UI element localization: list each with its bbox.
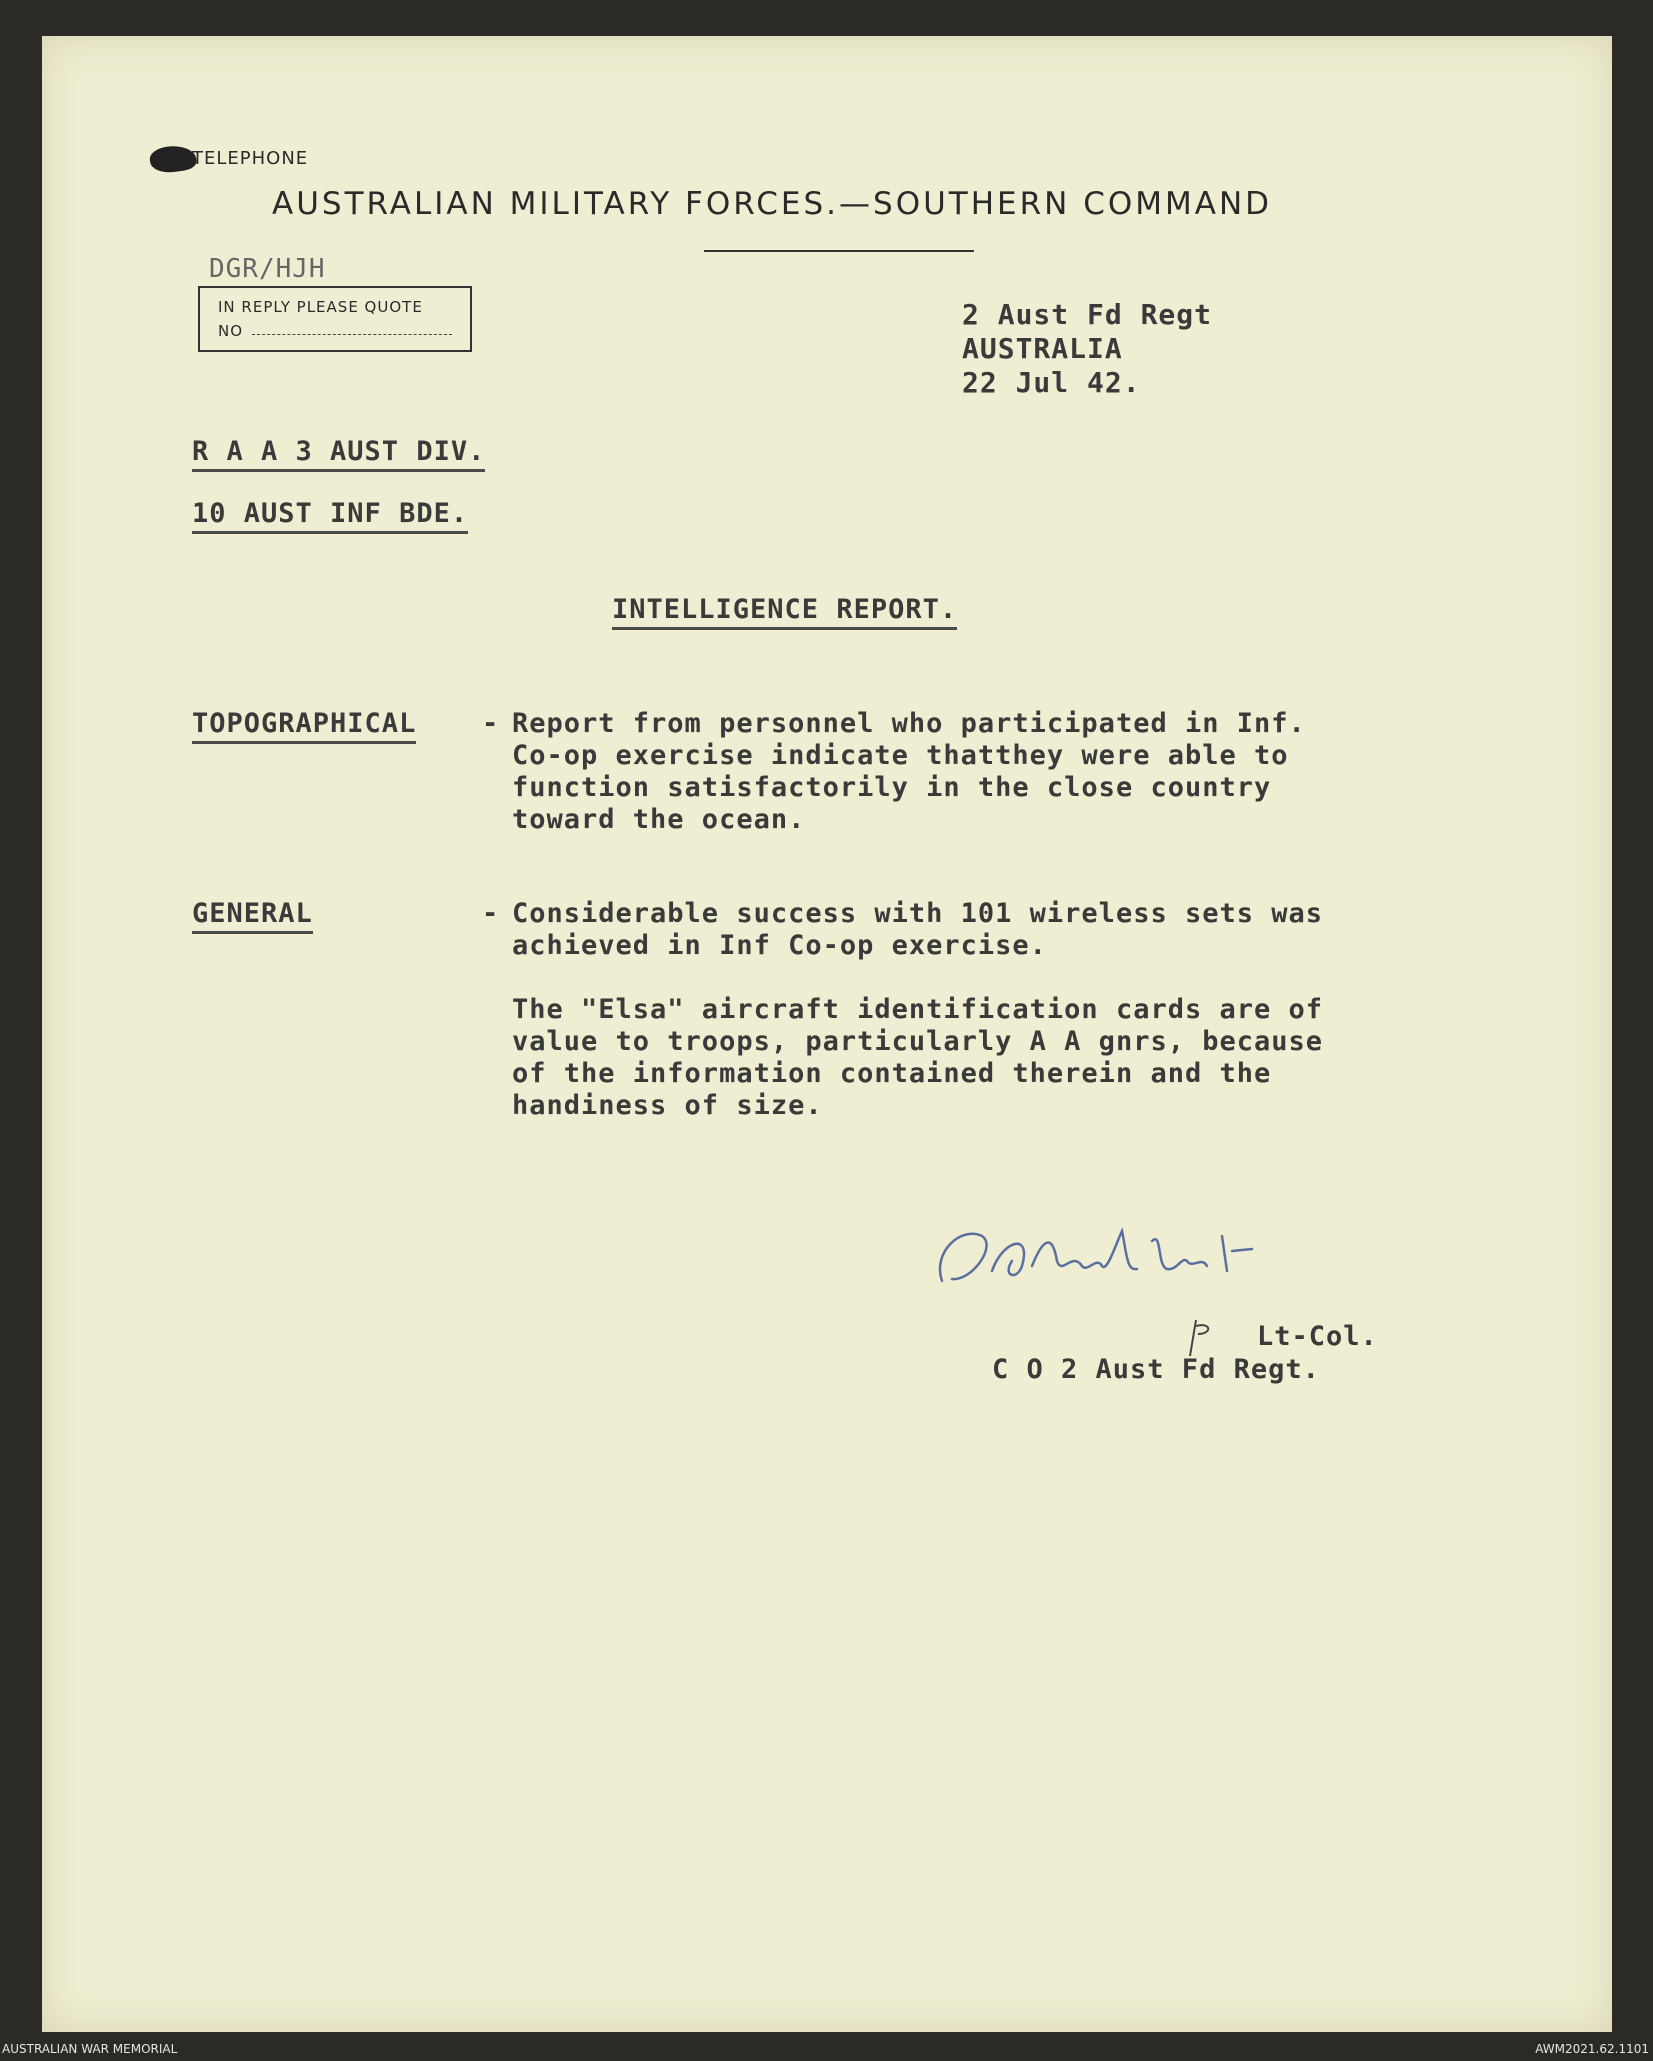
reply-box bbox=[198, 286, 472, 352]
signatory-rank: Lt-Col. bbox=[1257, 1321, 1378, 1352]
sender-address-date: 2 Aust Fd Regt AUSTRALIA 22 Jul 42. bbox=[962, 298, 1213, 399]
report-title: INTELLIGENCE REPORT. bbox=[612, 594, 957, 630]
section-dash: - bbox=[482, 898, 500, 929]
reply-box-line bbox=[252, 334, 452, 335]
section-text-topographical: Report from personnel who participated in Inf. Co-op exercise indicate thatthey were able to function satisfactorily in the close country toward the ocean. bbox=[512, 708, 1306, 835]
section-text-general-2: The "Elsa" aircraft identification cards are of value to troops, particularly A A gnrs, because of the information contained therein and the handiness of size. bbox=[512, 994, 1324, 1121]
letterhead-title: AUSTRALIAN MILITARY FORCES.—SOUTHERN COMMAND bbox=[272, 186, 1273, 222]
telephone-label: TELEPHONE bbox=[192, 148, 309, 169]
footer-catalogue-id: AWM2021.62.1101 bbox=[1535, 2042, 1649, 2056]
recipient-line: R A A 3 AUST DIV. bbox=[192, 436, 485, 472]
ink-blot bbox=[148, 143, 197, 175]
recipient-line: 10 AUST INF BDE. bbox=[192, 498, 468, 534]
signatory-title: C O 2 Aust Fd Regt. bbox=[992, 1354, 1320, 1385]
section-label-topographical: TOPOGRAPHICAL bbox=[192, 708, 416, 744]
handwritten-signature bbox=[922, 1211, 1282, 1301]
reply-box-label: IN REPLY PLEASE QUOTE bbox=[218, 298, 423, 316]
reference-code: DGR/HJH bbox=[209, 254, 326, 284]
section-dash: - bbox=[482, 708, 500, 739]
reply-box-no-label: NO bbox=[218, 322, 244, 340]
document-page bbox=[42, 36, 1612, 2032]
section-label-general: GENERAL bbox=[192, 898, 313, 934]
footer-archive-name: AUSTRALIAN WAR MEMORIAL bbox=[2, 2042, 178, 2056]
section-text-general: Considerable success with 101 wireless sets was achieved in Inf Co-op exercise. bbox=[512, 898, 1324, 961]
letterhead-rule bbox=[704, 250, 974, 252]
